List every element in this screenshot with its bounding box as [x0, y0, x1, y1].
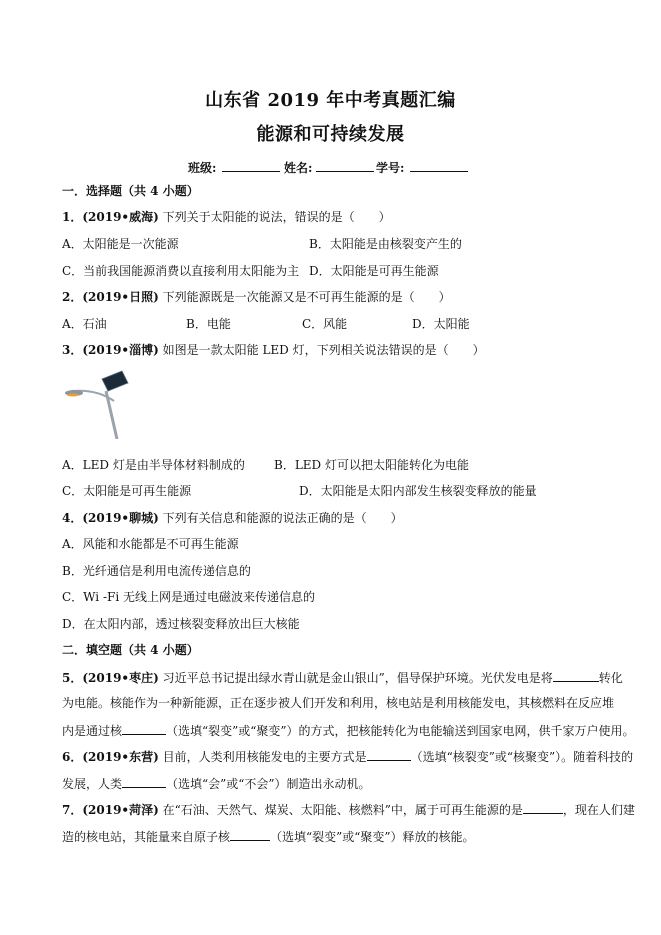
solar-led-lamp-image — [62, 369, 132, 439]
q3-text: 如图是一款太阳能 LED 灯，下列相关说法错误的是（ ） — [162, 343, 485, 357]
q4-text: 下列有关信息和能源的说法正确的是（ ） — [162, 511, 403, 525]
q6-text-1b: （选填“核裂变”或“核聚变”）。随着科技的 — [410, 750, 634, 764]
q5-number: 5． — [62, 671, 83, 685]
number-label: 学号: — [376, 161, 405, 175]
q1-number: 1． — [62, 210, 83, 224]
number-blank[interactable] — [410, 159, 468, 172]
q2-option-d: D．太阳能 — [412, 317, 470, 331]
q3-number: 3． — [62, 343, 83, 357]
q7-source: (2019•菏泽) — [82, 803, 159, 817]
q5-text-1b: 转化 — [598, 671, 623, 685]
q4-option-b: B．光纤通信是利用电流传递信息的 — [62, 564, 251, 578]
name-label: 姓名: — [284, 161, 313, 175]
class-blank[interactable] — [222, 159, 280, 172]
q2-option-c: C．风能 — [302, 317, 348, 331]
q6-source: (2019•东营) — [82, 750, 159, 764]
q2-option-a: A．石油 — [62, 317, 107, 331]
exam-title: 山东省 2019 年中考真题汇编 — [205, 90, 456, 111]
q1-text: 下列关于太阳能的说法，错误的是（ ） — [162, 210, 391, 224]
exam-subtitle: 能源和可持续发展 — [256, 124, 405, 145]
q1-option-d: D．太阳能是可再生能源 — [309, 264, 439, 278]
q6-blank-1[interactable] — [367, 748, 411, 761]
q4-option-c: C．Wi -Fi 无线上网是通过电磁波来传递信息的 — [62, 590, 315, 604]
q6-text-2a: 发展，人类 — [62, 777, 123, 791]
q5-blank-2[interactable] — [122, 722, 166, 735]
q3-option-c: C．太阳能是可再生能源 — [62, 484, 192, 498]
q5-text-1a: 习近平总书记提出绿水青山就是金山银山”，倡导保护环境。光伏发电是将 — [162, 671, 553, 685]
q2-source: (2019•日照) — [82, 290, 159, 304]
q6-text-2b: （选填“会”或“不会”）制造出永动机。 — [166, 777, 371, 791]
q1-option-c: C．当前我国能源消费以直接利用太阳能为主 — [62, 264, 300, 278]
q2-option-b: B．电能 — [186, 317, 231, 331]
q7-blank-2[interactable] — [230, 828, 270, 841]
q7-text-2b: （选填“裂变”或“聚变”）释放的核能。 — [270, 830, 475, 844]
q3-option-a: A．LED 灯是由半导体材料制成的 — [62, 458, 245, 472]
section1-heading: 一．选择题（共 4 小题） — [62, 184, 199, 198]
q7-text-2a: 造的核电站，其能量来自原子核 — [62, 830, 231, 844]
q6-blank-2[interactable] — [122, 775, 166, 788]
q7-blank-1[interactable] — [523, 801, 563, 814]
q5-text-3a: 内是通过核 — [62, 724, 123, 738]
q1-option-a: A．太阳能是一次能源 — [62, 237, 179, 251]
q1-source: (2019•威海) — [82, 210, 159, 224]
q6-number: 6． — [62, 750, 83, 764]
q1-option-b: B．太阳能是由核裂变产生的 — [309, 237, 462, 251]
q3-option-d: D．太阳能是太阳内部发生核裂变释放的能量 — [299, 484, 537, 498]
q7-text-1b: ，现在人们建 — [562, 803, 635, 817]
q4-option-a: A．风能和水能都是不可再生能源 — [62, 537, 239, 551]
q5-blank-1[interactable] — [553, 669, 599, 682]
q3-option-b: B．LED 灯可以把太阳能转化为电能 — [274, 458, 469, 472]
q4-option-d: D．在太阳内部，透过核裂变释放出巨大核能 — [62, 617, 300, 631]
q5-text-2: 为电能。核能作为一种新能源，正在逐步被人们开发和利用，核电站是利用核能发电，其核燃料在反应堆 — [62, 696, 615, 710]
q3-source: (2019•淄博) — [82, 343, 159, 357]
q5-text-3b: （选填“裂变”或“聚变”）的方式，把核能转化为电能输送到国家电网，供千家万户使用。 — [166, 724, 635, 738]
section2-heading: 二．填空题（共 4 小题） — [62, 643, 199, 657]
q2-text: 下列能源既是一次能源又是不可再生能源的是（ ） — [162, 290, 451, 304]
q7-number: 7． — [62, 803, 83, 817]
q2-number: 2． — [62, 290, 83, 304]
q6-text-1a: 目前，人类利用核能发电的主要方式是 — [162, 750, 367, 764]
name-blank[interactable] — [316, 159, 374, 172]
q4-source: (2019•聊城) — [82, 511, 159, 525]
q7-text-1a: 在“石油、天然气、煤炭、太阳能、核燃料”中，属于可再生能源的是 — [162, 803, 523, 817]
q4-number: 4． — [62, 511, 83, 525]
class-label: 班级: — [188, 161, 217, 175]
q5-source: (2019•枣庄) — [82, 671, 159, 685]
